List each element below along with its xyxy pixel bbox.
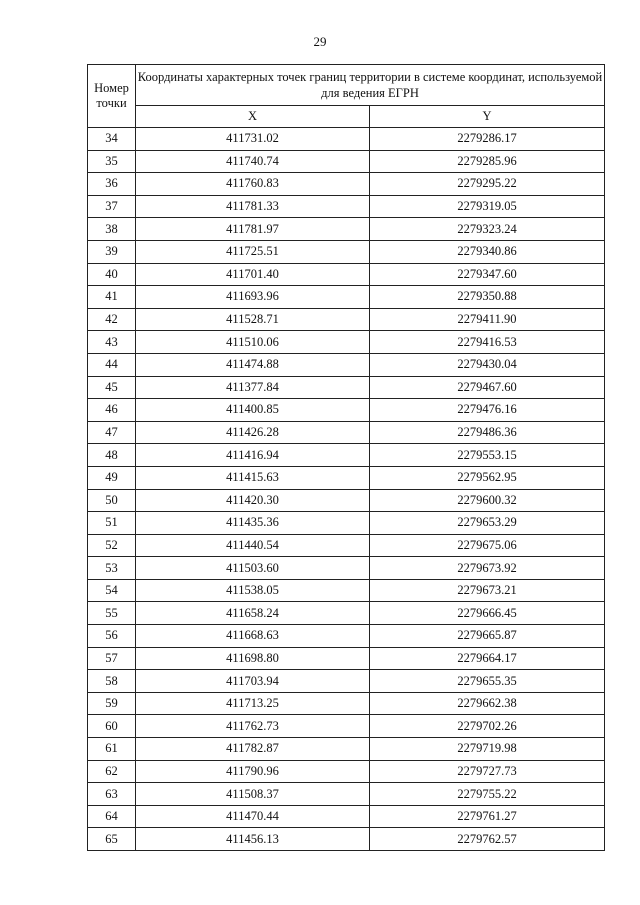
- x-coordinate-cell: 411731.02: [136, 128, 370, 151]
- point-number-cell: 53: [88, 557, 136, 580]
- page-number: 29: [313, 34, 327, 49]
- y-coordinate-cell: 2279653.29: [370, 512, 605, 535]
- point-number-cell: 45: [88, 376, 136, 399]
- y-coordinate-cell: 2279600.32: [370, 489, 605, 512]
- table-row: [88, 128, 605, 151]
- point-number-cell: 34: [88, 128, 136, 151]
- x-coordinate-cell: 411762.73: [136, 715, 370, 738]
- x-coordinate-cell: 411528.71: [136, 308, 370, 331]
- y-coordinate-cell: 2279416.53: [370, 331, 605, 354]
- y-coordinate-cell: 2279761.27: [370, 805, 605, 828]
- x-coordinate-cell: 411400.85: [136, 399, 370, 422]
- table-row: [88, 625, 605, 648]
- table-row: [88, 805, 605, 828]
- point-number-cell: 38: [88, 218, 136, 241]
- table-row: [88, 760, 605, 783]
- point-number-cell: 43: [88, 331, 136, 354]
- table-row: [88, 512, 605, 535]
- table-row: [88, 489, 605, 512]
- table-row: [88, 579, 605, 602]
- x-coordinate-cell: 411503.60: [136, 557, 370, 580]
- y-coordinate-cell: 2279666.45: [370, 602, 605, 625]
- x-coordinate-cell: 411693.96: [136, 286, 370, 309]
- table-row: [88, 692, 605, 715]
- x-coordinate-cell: 411698.80: [136, 647, 370, 670]
- x-column-header: X: [136, 106, 370, 128]
- y-coordinate-cell: 2279411.90: [370, 308, 605, 331]
- x-coordinate-cell: 411701.40: [136, 263, 370, 286]
- point-number-cell: 40: [88, 263, 136, 286]
- table-row: [88, 376, 605, 399]
- x-coordinate-cell: 411435.36: [136, 512, 370, 535]
- table-row: [88, 331, 605, 354]
- x-coordinate-cell: 411474.88: [136, 353, 370, 376]
- point-number-cell: 58: [88, 670, 136, 693]
- y-coordinate-cell: 2279755.22: [370, 783, 605, 806]
- point-number-cell: 55: [88, 602, 136, 625]
- y-coordinate-cell: 2279655.35: [370, 670, 605, 693]
- y-coordinate-cell: 2279662.38: [370, 692, 605, 715]
- point-number-cell: 64: [88, 805, 136, 828]
- x-coordinate-cell: 411415.63: [136, 466, 370, 489]
- table-row: [88, 218, 605, 241]
- x-coordinate-cell: 411377.84: [136, 376, 370, 399]
- point-number-cell: 49: [88, 466, 136, 489]
- x-coordinate-cell: 411440.54: [136, 534, 370, 557]
- y-coordinate-cell: 2279286.17: [370, 128, 605, 151]
- x-coordinate-cell: 411725.51: [136, 240, 370, 263]
- y-coordinate-cell: 2279702.26: [370, 715, 605, 738]
- point-number-cell: 65: [88, 828, 136, 851]
- table-row: [88, 173, 605, 196]
- point-number-cell: 51: [88, 512, 136, 535]
- point-number-cell: 41: [88, 286, 136, 309]
- x-coordinate-cell: 411713.25: [136, 692, 370, 715]
- y-coordinate-cell: 2279285.96: [370, 150, 605, 173]
- x-coordinate-cell: 411470.44: [136, 805, 370, 828]
- y-coordinate-cell: 2279347.60: [370, 263, 605, 286]
- table-row: [88, 421, 605, 444]
- x-coordinate-cell: 411508.37: [136, 783, 370, 806]
- point-number-cell: 63: [88, 783, 136, 806]
- y-coordinate-cell: 2279486.36: [370, 421, 605, 444]
- point-number-cell: 52: [88, 534, 136, 557]
- point-number-cell: 61: [88, 738, 136, 761]
- x-coordinate-cell: 411538.05: [136, 579, 370, 602]
- table-row: [88, 308, 605, 331]
- x-coordinate-cell: 411668.63: [136, 625, 370, 648]
- table-row: [88, 263, 605, 286]
- y-coordinate-cell: 2279467.60: [370, 376, 605, 399]
- y-coordinate-cell: 2279665.87: [370, 625, 605, 648]
- table-row: [88, 783, 605, 806]
- point-number-cell: 54: [88, 579, 136, 602]
- x-coordinate-cell: 411790.96: [136, 760, 370, 783]
- x-coordinate-cell: 411781.33: [136, 195, 370, 218]
- y-coordinate-cell: 2279350.88: [370, 286, 605, 309]
- point-number-cell: 57: [88, 647, 136, 670]
- point-number-cell: 48: [88, 444, 136, 467]
- coordinates-title-header: Координаты характерных точек границ территории в системе координат, используемой для ведения ЕГРН: [136, 65, 605, 106]
- table-row: [88, 353, 605, 376]
- y-coordinate-cell: 2279319.05: [370, 195, 605, 218]
- table-row: [88, 534, 605, 557]
- y-coordinate-cell: 2279295.22: [370, 173, 605, 196]
- table-row: [88, 240, 605, 263]
- table-header: [88, 65, 605, 128]
- x-coordinate-cell: 411782.87: [136, 738, 370, 761]
- table-row: [88, 150, 605, 173]
- y-coordinate-cell: 2279340.86: [370, 240, 605, 263]
- table-row: [88, 557, 605, 580]
- point-number-cell: 46: [88, 399, 136, 422]
- y-coordinate-cell: 2279719.98: [370, 738, 605, 761]
- x-coordinate-cell: 411703.94: [136, 670, 370, 693]
- y-coordinate-cell: 2279476.16: [370, 399, 605, 422]
- coordinates-table: [87, 64, 605, 851]
- point-number-cell: 59: [88, 692, 136, 715]
- point-number-cell: 36: [88, 173, 136, 196]
- y-coordinate-cell: 2279673.92: [370, 557, 605, 580]
- y-coordinate-cell: 2279727.73: [370, 760, 605, 783]
- y-coordinate-cell: 2279553.15: [370, 444, 605, 467]
- y-coordinate-cell: 2279664.17: [370, 647, 605, 670]
- point-number-cell: 56: [88, 625, 136, 648]
- point-number-cell: 37: [88, 195, 136, 218]
- point-number-cell: 60: [88, 715, 136, 738]
- y-coordinate-cell: 2279673.21: [370, 579, 605, 602]
- y-coordinate-cell: 2279675.06: [370, 534, 605, 557]
- table-row: [88, 286, 605, 309]
- table-row: [88, 195, 605, 218]
- y-coordinate-cell: 2279323.24: [370, 218, 605, 241]
- point-number-header: Номер точки: [88, 65, 136, 128]
- y-coordinate-cell: 2279762.57: [370, 828, 605, 851]
- table-row: [88, 670, 605, 693]
- y-coordinate-cell: 2279562.95: [370, 466, 605, 489]
- table-row: [88, 828, 605, 851]
- table-body: [88, 128, 605, 851]
- table-row: [88, 399, 605, 422]
- point-number-cell: 35: [88, 150, 136, 173]
- point-number-cell: 50: [88, 489, 136, 512]
- table-row: [88, 738, 605, 761]
- y-column-header: Y: [370, 106, 605, 128]
- point-number-cell: 44: [88, 353, 136, 376]
- y-coordinate-cell: 2279430.04: [370, 353, 605, 376]
- x-coordinate-cell: 411420.30: [136, 489, 370, 512]
- table-row: [88, 602, 605, 625]
- point-number-cell: 42: [88, 308, 136, 331]
- x-coordinate-cell: 411510.06: [136, 331, 370, 354]
- table-row: [88, 444, 605, 467]
- table-row: [88, 466, 605, 489]
- x-coordinate-cell: 411781.97: [136, 218, 370, 241]
- table-row: [88, 715, 605, 738]
- x-coordinate-cell: 411760.83: [136, 173, 370, 196]
- point-number-cell: 47: [88, 421, 136, 444]
- x-coordinate-cell: 411416.94: [136, 444, 370, 467]
- point-number-cell: 39: [88, 240, 136, 263]
- x-coordinate-cell: 411456.13: [136, 828, 370, 851]
- point-number-cell: 62: [88, 760, 136, 783]
- x-coordinate-cell: 411740.74: [136, 150, 370, 173]
- table-row: [88, 647, 605, 670]
- x-coordinate-cell: 411426.28: [136, 421, 370, 444]
- x-coordinate-cell: 411658.24: [136, 602, 370, 625]
